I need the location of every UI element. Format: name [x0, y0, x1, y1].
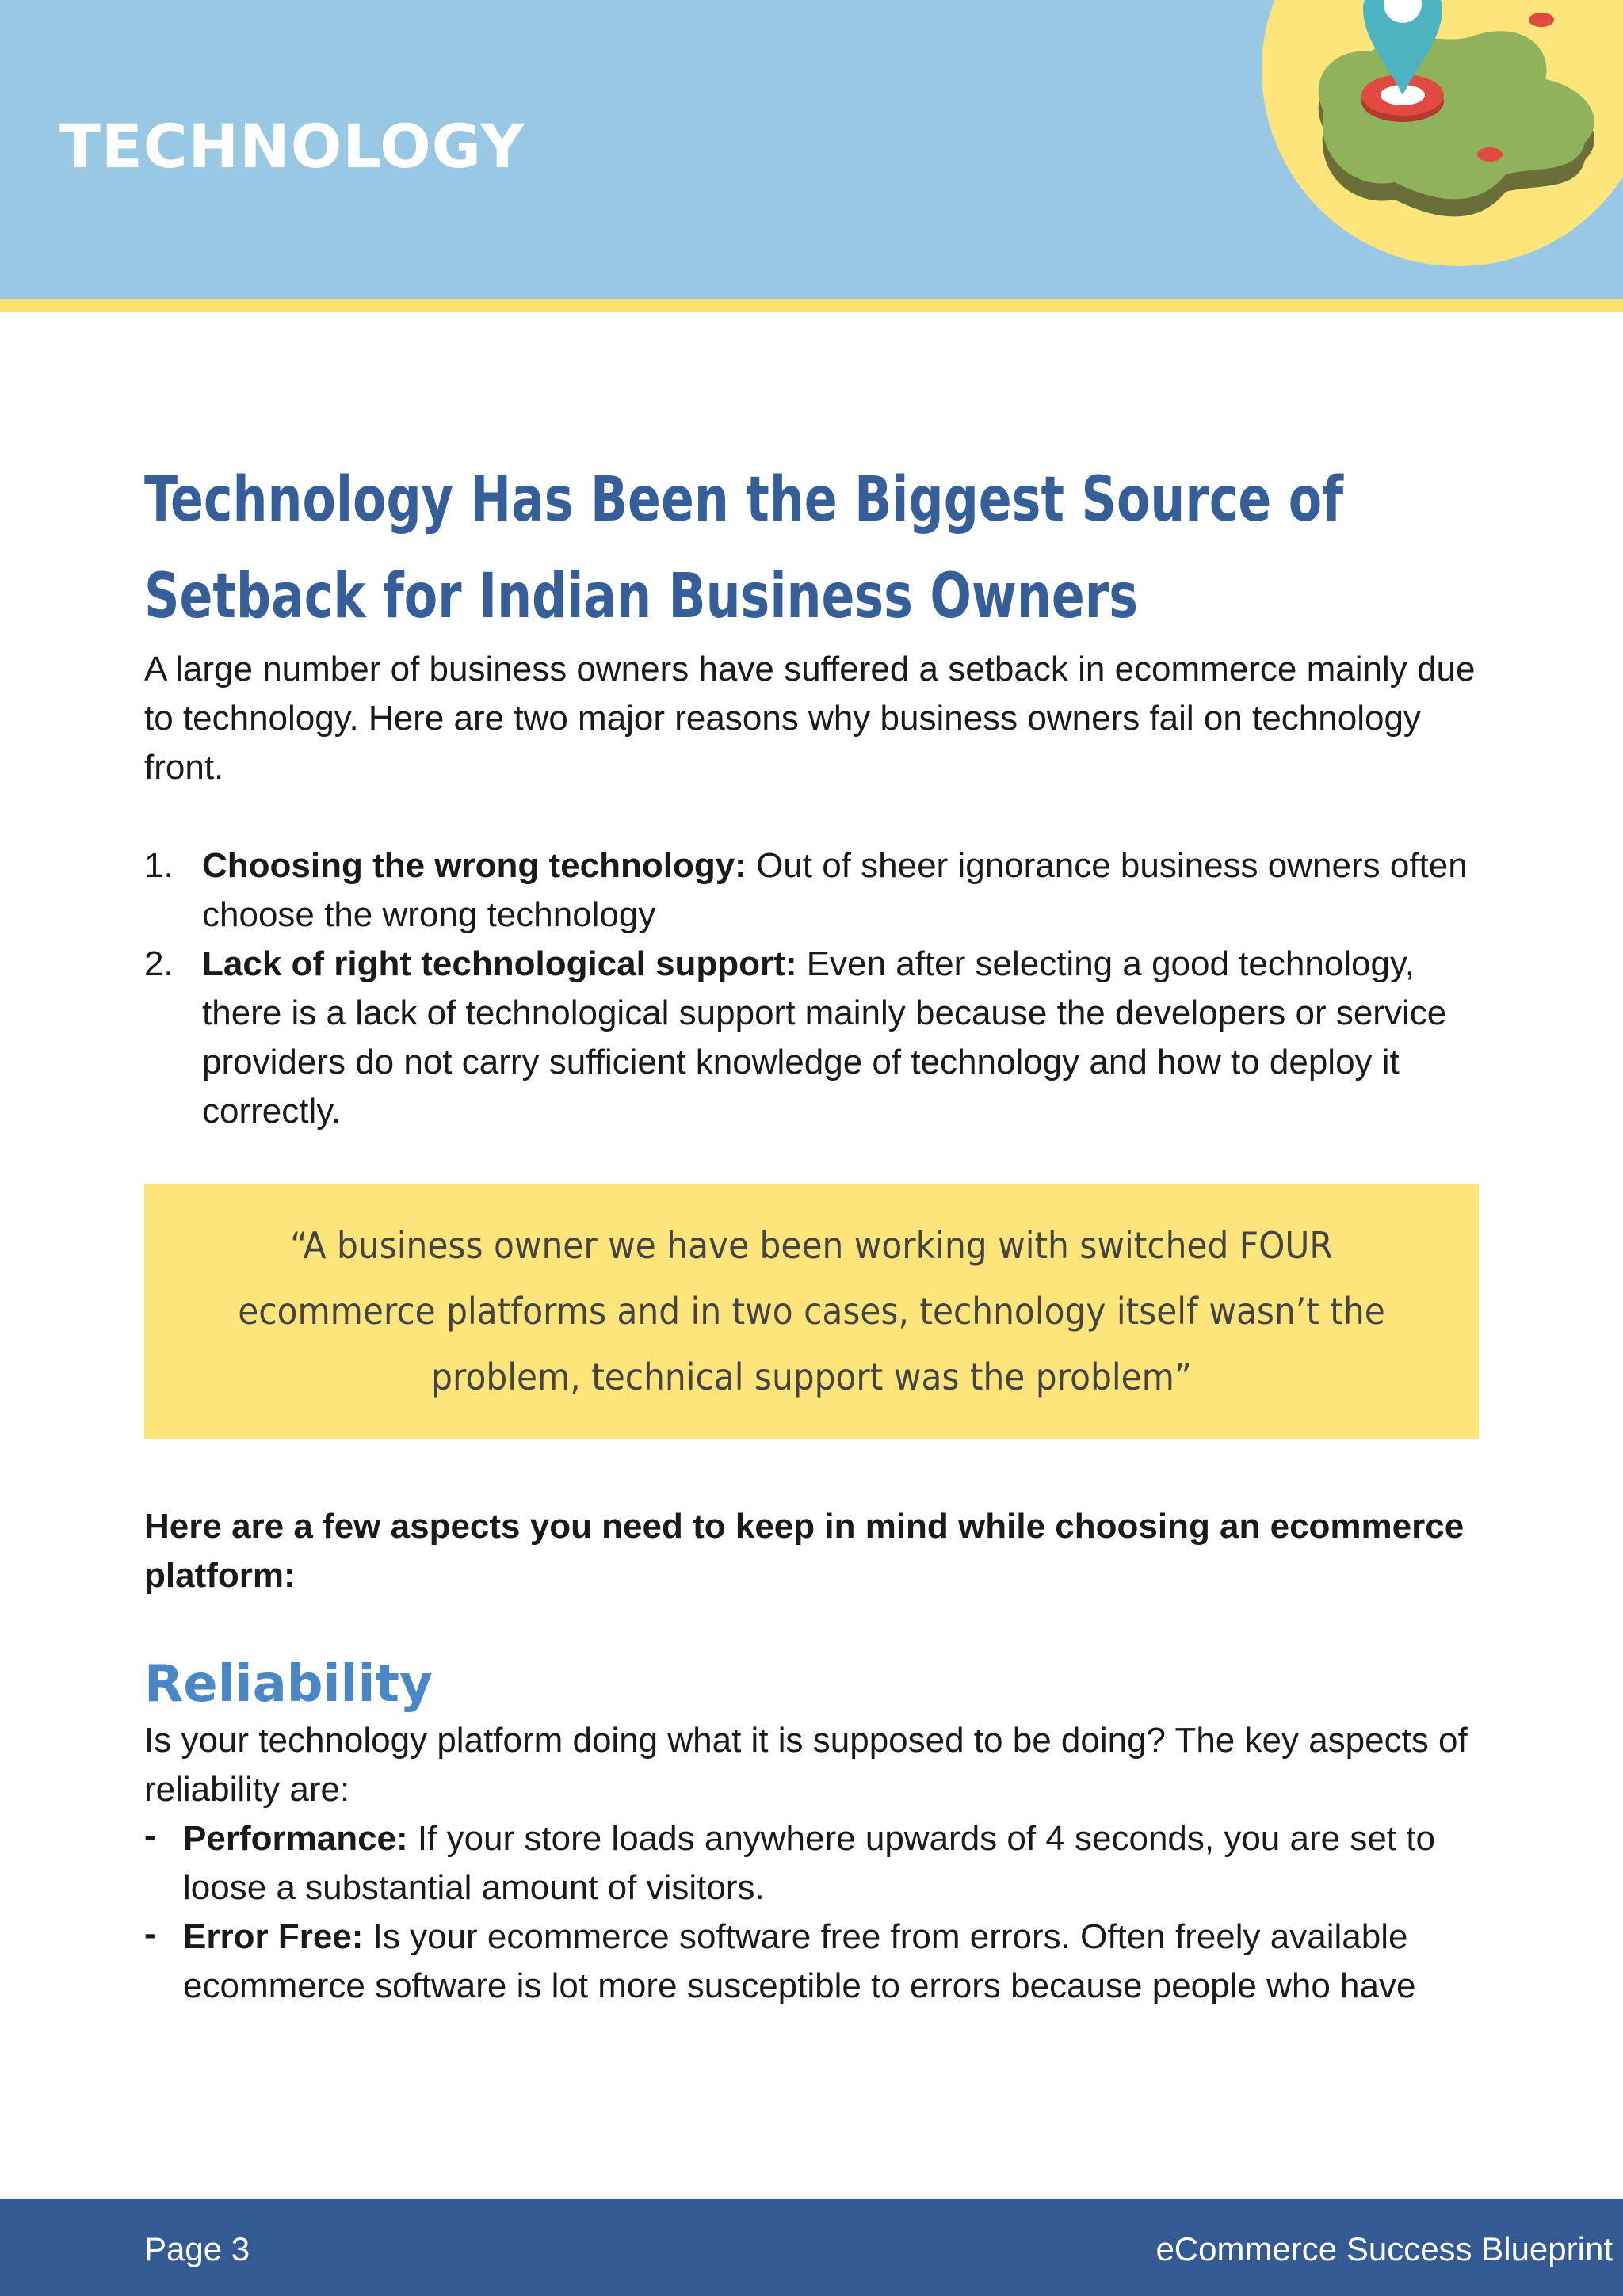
- intro-paragraph: A large number of business owners have suffered a setback in ecommerce mainly due to technology. Here are two major reasons why business owners fail on technology front.: [144, 650, 1476, 787]
- page-title: Technology Has Been the Biggest Source of Setback for Indian Business Owners: [144, 464, 1344, 632]
- list-item-text: Out of sheer ignorance business owners often choose the wrong technology: [202, 846, 1468, 934]
- list-item: [144, 1814, 1479, 1913]
- main-content: [144, 452, 1479, 2011]
- list-dash: -: [144, 1914, 156, 1953]
- reliability-list: [144, 1814, 1479, 2011]
- page-number: Page 3: [144, 2230, 250, 2267]
- map-pin-island-icon: [1236, 0, 1623, 293]
- section-label: TECHNOLOGY: [59, 111, 525, 181]
- header-banner: [0, 0, 1623, 299]
- list-item: [144, 940, 1479, 1136]
- list-item-text: If your store loads anywhere upwards of 4 seconds, you are set to loose a substantial amount of visitors.: [183, 1819, 1435, 1907]
- reasons-list: [144, 841, 1479, 1136]
- list-item-label: Lack of right technological support:: [202, 944, 797, 983]
- quote-callout: [144, 1184, 1479, 1439]
- list-dash: -: [144, 1816, 156, 1855]
- list-item: [144, 1913, 1479, 2011]
- list-item-label: Choosing the wrong technology:: [202, 846, 747, 885]
- list-number: 1.: [144, 846, 174, 885]
- reliability-text: Is your technology platform doing what it is supposed to be doing? The key aspects of reliability are:: [144, 1721, 1468, 1809]
- list-item-label: Performance:: [183, 1819, 408, 1858]
- footer-bar: [0, 2199, 1623, 2296]
- list-item-label: Error Free:: [183, 1917, 364, 1956]
- header-stripe: [0, 299, 1623, 312]
- aspects-intro: Here are a few aspects you need to keep in mind while choosing an ecommerce platform:: [144, 1507, 1465, 1595]
- footer-brand: eCommerce Success Blueprint: [1155, 2230, 1613, 2267]
- list-item-text: Even after selecting a good technology, there is a lack of technological support mainly because the developers or service providers do not carry sufficient knowledge of technology and how to deploy it correctly.: [202, 944, 1447, 1131]
- list-number: 2.: [144, 944, 174, 983]
- reliability-heading: Reliability: [144, 1655, 433, 1714]
- quote-text: “A business owner we have been working with switched FOUR ecommerce platforms and in two cases, technology itself wasn’t the problem, technical support was the problem”: [238, 1223, 1385, 1398]
- list-item-text: Is your ecommerce software free from errors. Often freely available ecommerce software is lot more susceptible to errors because people who have: [183, 1917, 1416, 2005]
- list-item: [144, 841, 1479, 940]
